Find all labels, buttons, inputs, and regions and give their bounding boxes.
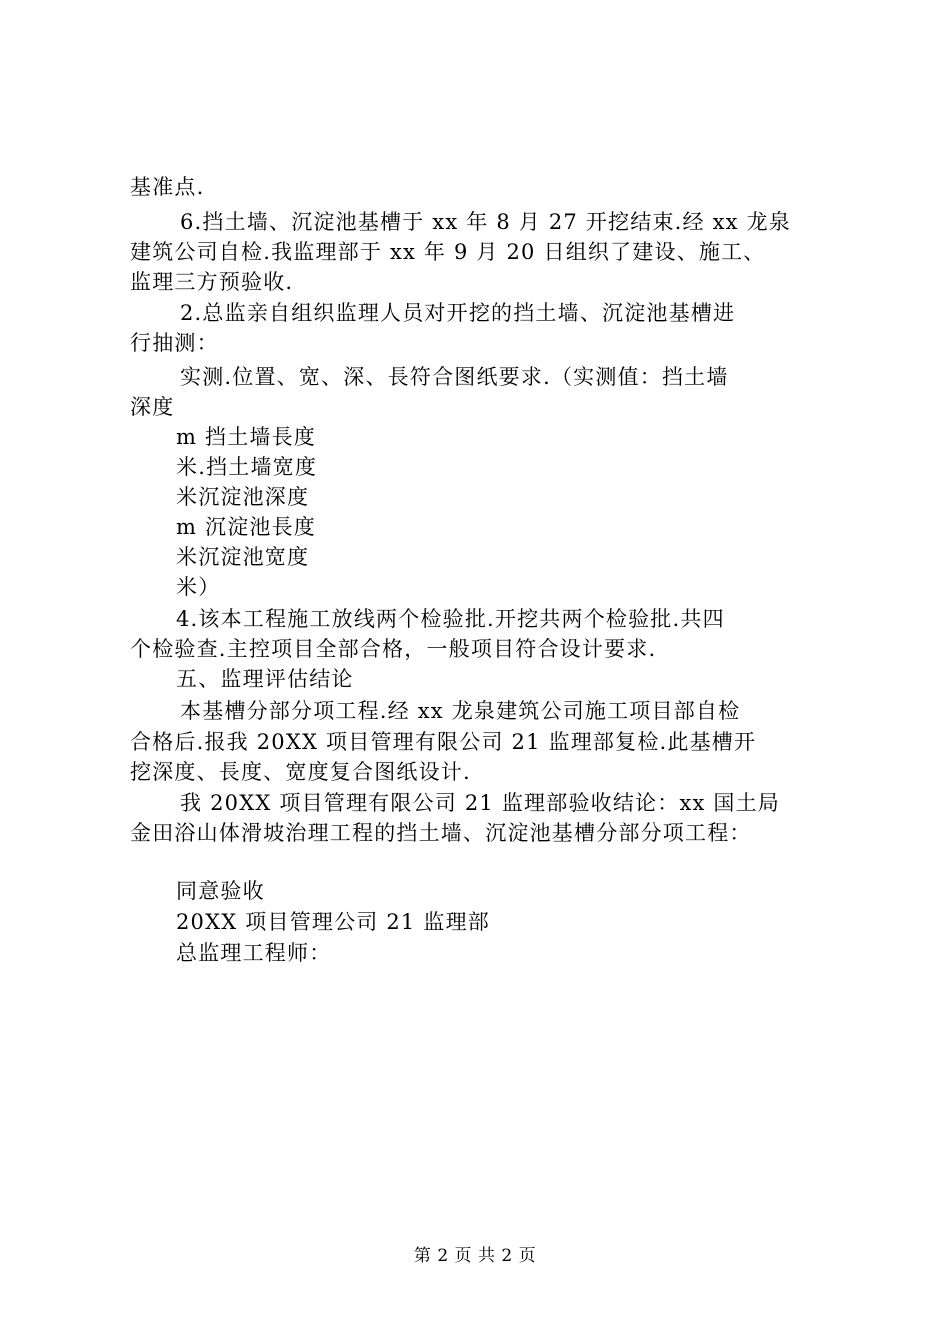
text-line-5: 2.总监亲自组织监理人员对开挖的挡土墙、沉淀池基槽进 [180,301,736,325]
text-line-19: 合格后.报我 20XX 项目管理有限公司 21 监理部复检.此基槽开 [130,730,757,754]
text-line-16: 个检验查.主控项目全部合格，一般项目符合设计要求. [130,637,657,661]
signature-engineer: 总监理工程师： [176,941,332,965]
approval-text: 同意验收 [176,879,265,903]
text-line-1: 基准点. [130,175,205,199]
text-line-13: 米沉淀池宽度 [176,545,310,569]
text-line-2: 6.挡土墙、沉淀池基槽于 xx 年 8 月 27 开挖结束.经 xx 龙泉 [180,210,791,234]
page-number: 第 2 页 共 2 页 [413,1246,537,1266]
text-line-21: 我 20XX 项目管理有限公司 21 监理部验收结论：xx 国土局 [180,791,781,815]
section-heading: 五、监理评估结论 [176,667,354,691]
text-line-12: m 沉淀池長度 [176,515,316,539]
text-line-11: 米沉淀池深度 [176,485,310,509]
text-line-6: 行抽测： [130,331,219,355]
signature-org: 20XX 项目管理公司 21 监理部 [176,910,490,934]
text-line-10: 米.挡土墙宽度 [176,455,318,479]
text-line-14: 米） [176,575,221,599]
text-line-22: 金田浴山体滑坡治理工程的挡土墙、沉淀池基槽分部分项工程： [130,821,752,845]
text-line-15: 4.该本工程施工放线两个检验批.开挖共两个检验批.共四 [176,607,725,631]
text-line-7: 实测.位置、宽、深、長符合图纸要求.（实测值：挡土墙 [180,365,729,389]
text-line-8: 深度 [130,395,175,419]
text-line-3: 建筑公司自检.我监理部于 xx 年 9 月 20 日组织了建设、施工、 [130,240,766,264]
text-line-9: m 挡土墙長度 [176,425,316,449]
text-line-20: 挖深度、長度、宽度复合图纸设计. [130,760,471,784]
text-line-4: 监理三方预验收. [130,270,294,294]
text-line-18: 本基槽分部分项工程.经 xx 龙泉建筑公司施工项目部自检 [180,699,741,723]
